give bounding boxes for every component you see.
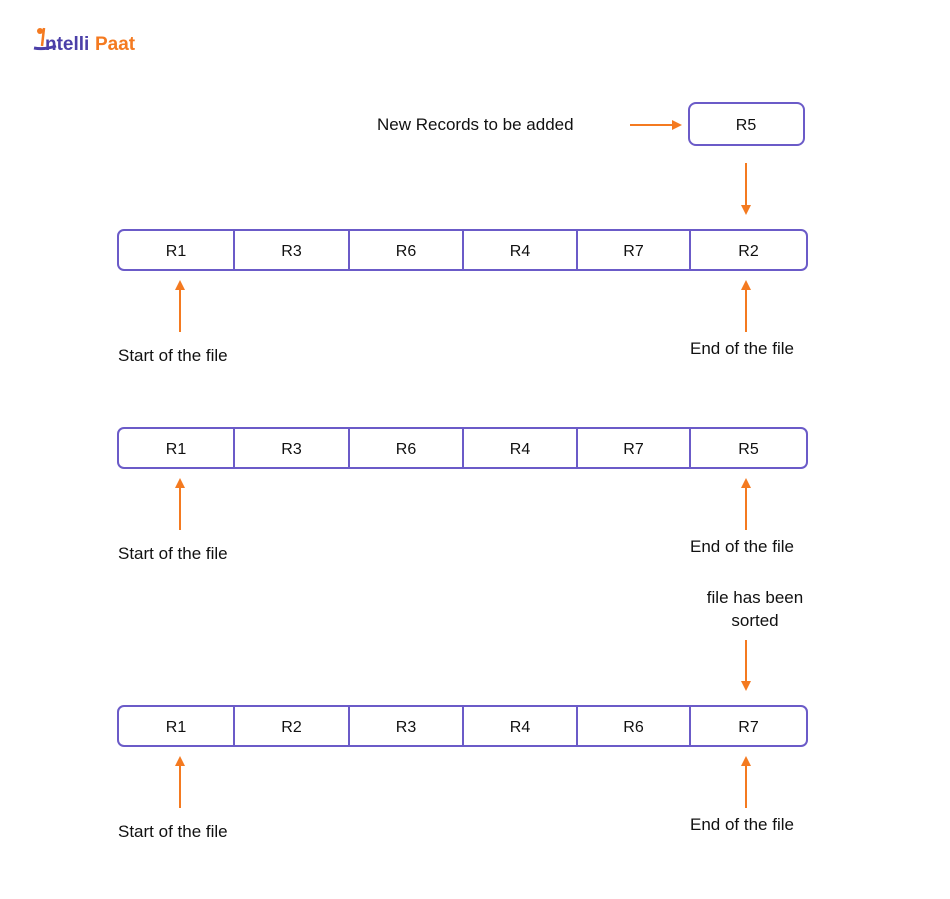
record-cell: R6	[395, 243, 417, 260]
record-row	[118, 428, 807, 563]
record-cell: R5	[738, 441, 759, 458]
new-record-value: R5	[735, 117, 757, 134]
record-cell: R6	[623, 719, 644, 736]
logo-text-accent: Paat	[95, 34, 136, 55]
intellipaat-logo	[34, 28, 136, 55]
sorted-note-line1: file has been	[706, 588, 804, 607]
record-cell: R4	[509, 243, 531, 260]
start-of-file-label: Start of the file	[118, 544, 228, 563]
end-of-file-label: End of the file	[690, 815, 794, 834]
start-of-file-label: Start of the file	[118, 346, 228, 365]
record-cell: R7	[623, 243, 644, 260]
record-cell: R2	[738, 243, 759, 260]
new-records-label: New Records to be added	[377, 115, 574, 134]
record-cell: R1	[165, 441, 187, 458]
end-of-file-label: End of the file	[690, 537, 794, 556]
record-row	[118, 230, 807, 365]
record-cell: R3	[281, 441, 302, 458]
record-cell: R3	[281, 243, 302, 260]
logo-text-main: ntelli	[45, 34, 90, 55]
record-cell: R4	[509, 441, 531, 458]
record-cell: R6	[395, 441, 417, 458]
record-row	[118, 706, 807, 841]
record-cell: R1	[165, 243, 187, 260]
start-of-file-label: Start of the file	[118, 822, 228, 841]
record-cell: R4	[509, 719, 531, 736]
record-cell: R7	[738, 719, 759, 736]
record-cell: R1	[165, 719, 187, 736]
record-cell: R2	[281, 719, 302, 736]
sorted-note-line2: sorted	[731, 611, 779, 630]
record-cell: R3	[395, 719, 417, 736]
record-cell: R7	[623, 441, 644, 458]
end-of-file-label: End of the file	[690, 339, 794, 358]
